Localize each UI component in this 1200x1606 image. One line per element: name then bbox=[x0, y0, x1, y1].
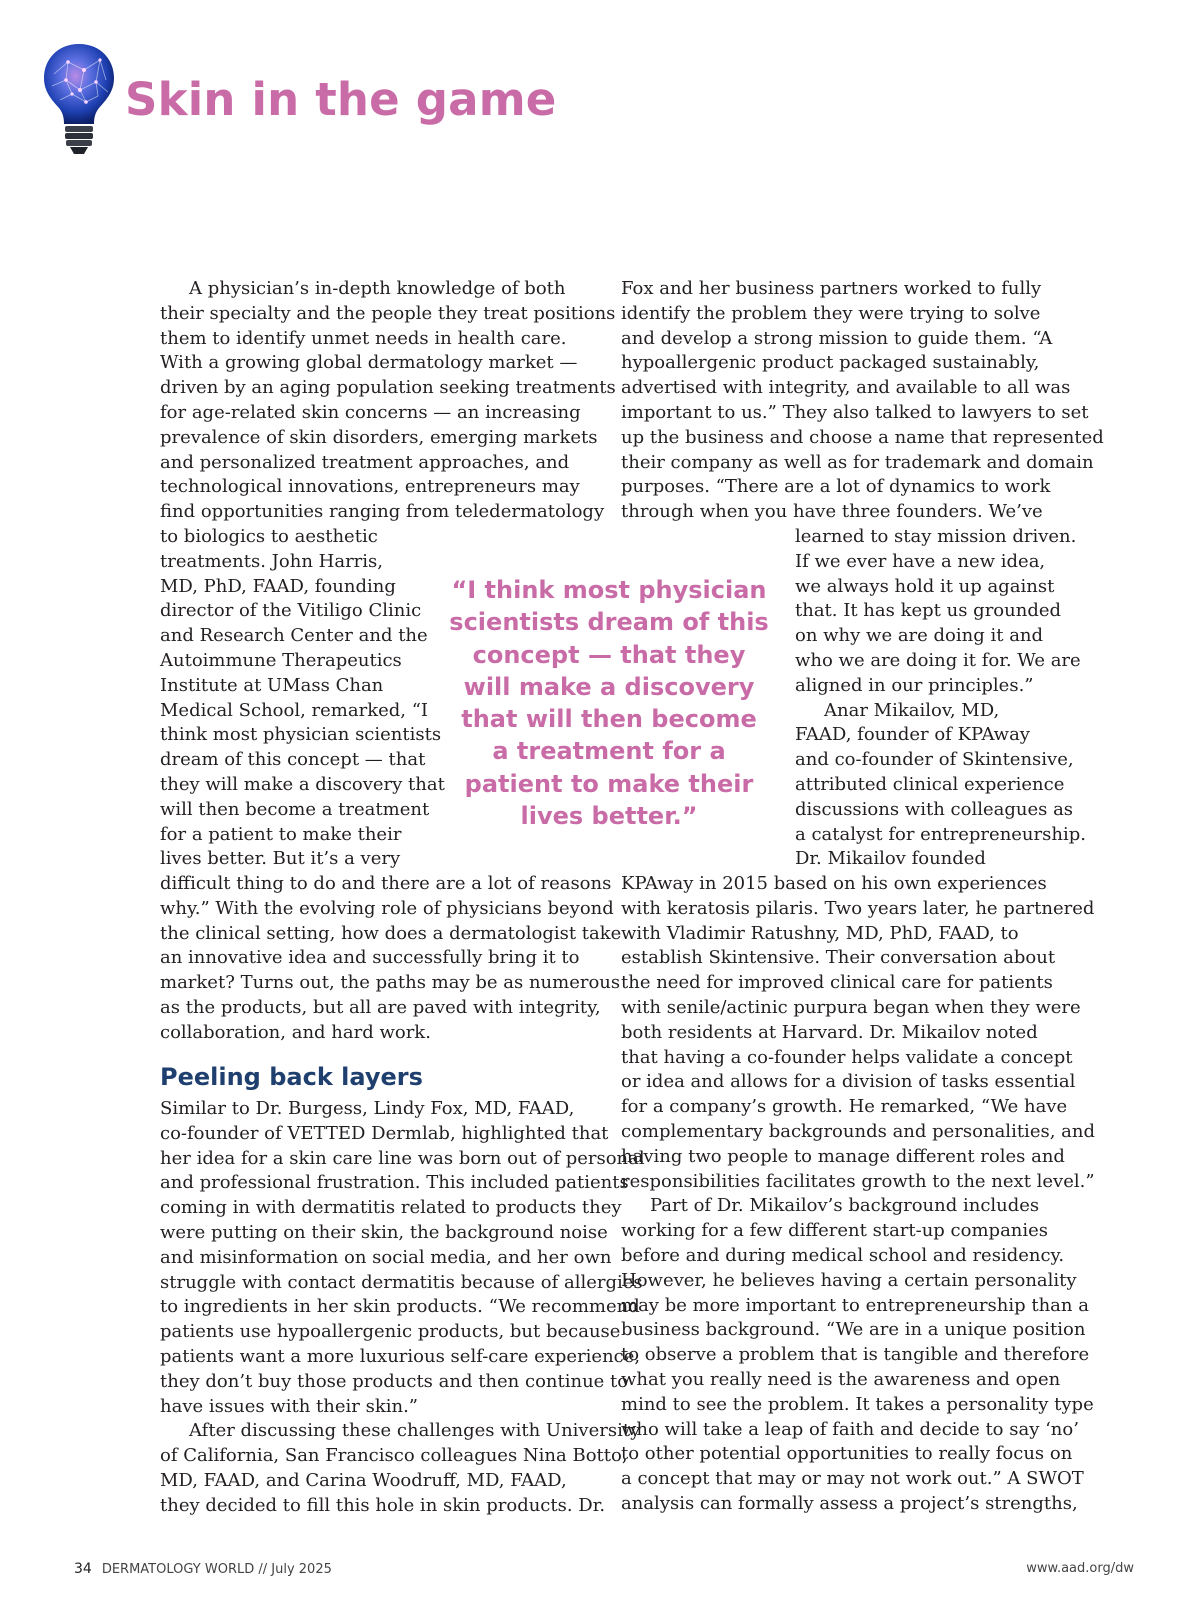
body-line: difficult thing to do and there are a lot of reasons bbox=[160, 873, 612, 894]
body-line: to observe a problem that is tangible and therefore bbox=[621, 1344, 1090, 1366]
body-line: that having a co-founder helps validate a concept bbox=[621, 1046, 1073, 1068]
body-line: MD, PhD, FAAD, founding bbox=[160, 575, 396, 597]
section-heading: Peeling back layers bbox=[160, 1063, 423, 1091]
body-line: co-founder of VETTED Dermlab, highlighted that bbox=[160, 1122, 609, 1144]
body-line: MD, FAAD, and Carina Woodruff, MD, FAAD, bbox=[160, 1469, 567, 1491]
body-line: market? Turns out, the paths may be as numerous bbox=[160, 972, 621, 994]
body-line: a catalyst for entrepreneurship. bbox=[795, 823, 1086, 845]
body-line: driven by an aging population seeking treatments bbox=[160, 377, 616, 399]
body-line: an innovative idea and successfully bring it to bbox=[160, 947, 580, 969]
footer-url: www.aad.org/dw bbox=[1026, 1561, 1134, 1576]
body-line: treatments. John Harris, bbox=[160, 550, 383, 572]
body-line: both residents at Harvard. Dr. Mikailov noted bbox=[621, 1021, 1038, 1043]
lightbulb-icon bbox=[40, 40, 118, 160]
body-line: and professional frustration. This included patients bbox=[160, 1172, 629, 1194]
body-line: director of the Vitiligo Clinic bbox=[160, 600, 422, 622]
column2-narrow bbox=[795, 525, 1086, 872]
pull-quote-line: patient to make their bbox=[464, 769, 754, 798]
body-line: important to us.” They also talked to lawyers to set bbox=[621, 401, 1089, 423]
body-line: Autoimmune Therapeutics bbox=[160, 649, 402, 671]
page-number: 34 bbox=[74, 1561, 92, 1577]
body-line: business background. “We are in a unique position bbox=[621, 1319, 1086, 1341]
body-line: with Vladimir Ratushny, MD, PhD, FAAD, to bbox=[621, 922, 1019, 944]
body-line: them to identify unmet needs in health care. bbox=[160, 327, 567, 349]
body-line: Similar to Dr. Burgess, Lindy Fox, MD, FAAD, bbox=[160, 1098, 575, 1119]
body-line: technological innovations, entrepreneurs may bbox=[160, 476, 580, 498]
body-line: to ingredients in her skin products. “We recommend bbox=[160, 1296, 640, 1318]
body-line: and misinformation on social media, and her own bbox=[160, 1246, 612, 1268]
body-line: identify the problem they were trying to solve bbox=[621, 302, 1041, 324]
body-line: attributed clinical experience bbox=[795, 773, 1065, 795]
body-line: establish Skintensive. Their conversation about bbox=[621, 947, 1056, 969]
body-line: collaboration, and hard work. bbox=[160, 1021, 431, 1043]
body-line: we always hold it up against bbox=[795, 575, 1055, 597]
body-line: they will make a discovery that bbox=[160, 773, 445, 795]
body-line: for a patient to make their bbox=[160, 823, 402, 845]
pull-quote-line: will make a discovery bbox=[463, 672, 755, 701]
body-line: hypoallergenic product packaged sustainably, bbox=[621, 352, 1040, 374]
body-line: If we ever have a new idea, bbox=[795, 550, 1046, 572]
body-line: having two people to manage different roles and bbox=[621, 1145, 1065, 1167]
body-line: aligned in our principles.” bbox=[795, 674, 1034, 696]
body-line: have issues with their skin.” bbox=[160, 1395, 418, 1417]
body-line: analysis can formally assess a project’s strengths, bbox=[621, 1492, 1078, 1514]
body-line: as the products, but all are paved with integrity, bbox=[160, 996, 601, 1018]
body-line: responsibilities facilitates growth to the next level.” bbox=[621, 1170, 1095, 1192]
body-line: her idea for a skin care line was born out of personal bbox=[160, 1147, 645, 1169]
body-line: with senile/actinic purpura began when they were bbox=[621, 996, 1081, 1018]
body-line: they don’t buy those products and then continue to bbox=[160, 1370, 629, 1392]
pull-quote-line: lives better.” bbox=[520, 802, 698, 831]
body-line: for age-related skin concerns — an increasing bbox=[160, 401, 581, 423]
body-line: lives better. But it’s a very bbox=[160, 848, 401, 870]
body-line: A physician’s in-depth knowledge of both bbox=[189, 278, 566, 299]
body-line: coming in with dermatitis related to products they bbox=[160, 1197, 622, 1219]
body-line: Fox and her business partners worked to fully bbox=[621, 278, 1042, 299]
body-line: to other potential opportunities to really focus on bbox=[621, 1443, 1073, 1465]
body-line: and develop a strong mission to guide them. “A bbox=[621, 327, 1053, 349]
body-line: their specialty and the people they treat positions bbox=[160, 302, 616, 324]
body-line: Dr. Mikailov founded bbox=[795, 848, 986, 870]
column1-continuation bbox=[160, 872, 621, 1046]
pull-quote-line: “I think most physician bbox=[451, 576, 767, 604]
body-line: will then become a treatment bbox=[160, 798, 430, 820]
body-line: patients use hypoallergenic products, but because bbox=[160, 1321, 621, 1343]
body-line: think most physician scientists bbox=[160, 724, 442, 746]
body-line: With a growing global dermatology market — bbox=[160, 352, 578, 374]
column1-section bbox=[160, 1097, 645, 1519]
body-line: Anar Mikailov, MD, bbox=[824, 699, 1000, 721]
body-line: dream of this concept — that bbox=[160, 749, 426, 771]
body-line: for a company’s growth. He remarked, “We have bbox=[621, 1096, 1068, 1118]
pull-quote-line: that will then become bbox=[461, 705, 757, 734]
column1-intro bbox=[160, 277, 616, 525]
publication-info: DERMATOLOGY WORLD // July 2025 bbox=[101, 1562, 332, 1577]
body-line: they decided to fill this hole in skin products. Dr. bbox=[160, 1494, 606, 1516]
body-line: discussions with colleagues as bbox=[795, 798, 1074, 820]
body-line: the clinical setting, how does a dermatologist take bbox=[160, 922, 622, 944]
body-line: to biologics to aesthetic bbox=[160, 526, 378, 547]
column2-intro bbox=[621, 277, 1104, 525]
body-line: Medical School, remarked, “I bbox=[160, 699, 429, 721]
body-line: purposes. “There are a lot of dynamics to work bbox=[621, 476, 1051, 498]
column2-continuation bbox=[621, 872, 1095, 1517]
body-line: who will take a leap of faith and decide to say ‘no’ bbox=[621, 1418, 1079, 1440]
body-line: up the business and choose a name that represented bbox=[621, 426, 1104, 448]
body-line: of California, San Francisco colleagues Nina Botto, bbox=[160, 1445, 628, 1467]
body-line: find opportunities ranging from teledermatology bbox=[160, 501, 605, 523]
body-line: and personalized treatment approaches, and bbox=[160, 451, 570, 473]
body-line: with keratosis pilaris. Two years later, he partnered bbox=[621, 897, 1095, 919]
pull-quote-line: concept — that they bbox=[472, 640, 746, 669]
page-title: Skin in the game bbox=[125, 73, 557, 126]
pull-quote-line: a treatment for a bbox=[492, 737, 726, 766]
pull-quote bbox=[448, 574, 770, 832]
body-line: or idea and allows for a division of tasks essential bbox=[621, 1071, 1076, 1093]
body-line: patients want a more luxurious self-care experience, bbox=[160, 1345, 641, 1367]
body-line: before and during medical school and residency. bbox=[621, 1244, 1065, 1266]
body-line: what you really need is the awareness and open bbox=[621, 1368, 1061, 1390]
body-line: who we are doing it for. We are bbox=[795, 649, 1081, 671]
body-line: prevalence of skin disorders, emerging markets bbox=[160, 426, 598, 448]
body-line: why.” With the evolving role of physicians beyond bbox=[160, 897, 614, 919]
body-line: and co-founder of Skintensive, bbox=[795, 749, 1074, 771]
body-line: However, he believes having a certain personality bbox=[621, 1269, 1077, 1291]
body-line: working for a few different start-up companies bbox=[621, 1220, 1049, 1242]
body-line: a concept that may or may not work out.” A SWOT bbox=[621, 1468, 1084, 1490]
body-line: learned to stay mission driven. bbox=[795, 526, 1077, 547]
footer-left bbox=[74, 1561, 332, 1577]
body-line: After discussing these challenges with University bbox=[189, 1420, 641, 1442]
column1-narrow bbox=[160, 525, 445, 872]
body-line: that. It has kept us grounded bbox=[795, 600, 1062, 622]
body-line: complementary backgrounds and personalities, and bbox=[621, 1120, 1095, 1142]
body-line: KPAway in 2015 based on his own experiences bbox=[621, 873, 1047, 894]
body-line: were putting on their skin, the background noise bbox=[160, 1221, 608, 1243]
body-line: FAAD, founder of KPAway bbox=[795, 724, 1030, 746]
body-line: Institute at UMass Chan bbox=[160, 674, 384, 696]
pull-quote-line: scientists dream of this bbox=[449, 608, 769, 637]
body-line: through when you have three founders. We’ve bbox=[621, 501, 1043, 523]
body-line: and Research Center and the bbox=[160, 625, 428, 647]
body-line: on why we are doing it and bbox=[795, 625, 1044, 647]
body-line: their company as well as for trademark and domain bbox=[621, 451, 1094, 473]
body-line: the need for improved clinical care for patients bbox=[621, 972, 1053, 994]
body-line: struggle with contact dermatitis because of allergies bbox=[160, 1271, 643, 1293]
body-line: may be more important to entrepreneurship than a bbox=[621, 1294, 1089, 1316]
body-line: mind to see the problem. It takes a personality type bbox=[621, 1393, 1094, 1415]
body-line: Part of Dr. Mikailov’s background includes bbox=[650, 1195, 1040, 1217]
body-line: advertised with integrity, and available to all was bbox=[621, 377, 1071, 399]
